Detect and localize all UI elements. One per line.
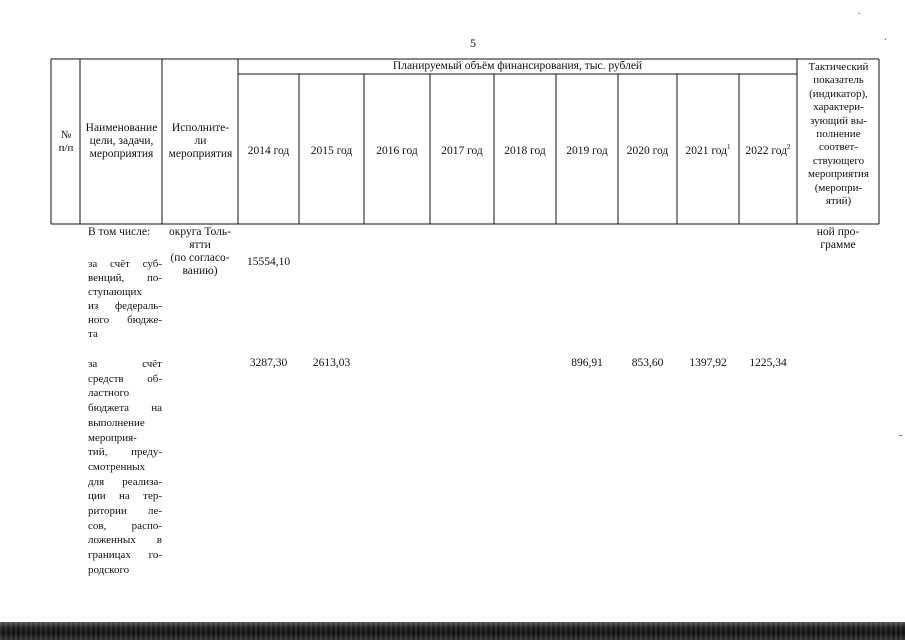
year-2018: 2018 год — [504, 144, 546, 157]
year-2022: 2022 год$^2$ — [745, 143, 791, 157]
in-that-label: В том числе: — [88, 226, 151, 238]
row2-value-2019: 896,91 — [571, 357, 603, 369]
scan-speck: . — [884, 32, 887, 43]
row2-value-2022: 1225,34 — [749, 357, 787, 369]
year-2019: 2019 год — [566, 144, 608, 157]
header-name: Наименование цели, задачи, мероприятия — [85, 122, 158, 160]
indicator-continued: ной про- грамме — [816, 226, 860, 251]
header-funding-group: Планируемый объём финансирования, тыс. рублей — [392, 60, 643, 72]
header-number: № п/п — [58, 129, 74, 154]
header-executor: Исполните- ли мероприятия — [168, 122, 233, 160]
year-2016: 2016 год — [376, 144, 418, 157]
executor-continued: округа Толь- ятти (по согласо- ванию) — [169, 226, 231, 277]
year-2014: 2014 год — [247, 144, 290, 157]
year-2015: 2015 год — [310, 144, 353, 157]
year-2021: 2021 год$^1$ — [685, 143, 731, 157]
scan-edge-bar — [0, 622, 905, 640]
row2-name: за счёт средств об- ластного бюджета на выполнение мероприя- тий, преду- смотренных для реализа- ции на тер- ритории ле- сов, распо- ложенных в границах го- родского — [88, 358, 162, 576]
year-2017: 2017 год — [441, 144, 483, 157]
row1-value-2014: 15554,10 — [246, 256, 291, 268]
row1-name: за счёт суб- венций, по- ступающих из федераль- ного бюдже- та — [88, 258, 162, 340]
row2-value-2021: 1397,92 — [689, 357, 727, 369]
year-2020: 2020 год — [626, 144, 669, 157]
header-indicator: Тактический показатель (индикатор), характери- зующий вы- полнение соответ- ствующего мероприятия (меропри- ятий) — [808, 61, 869, 208]
row2-value-2015: 2613,03 — [312, 357, 351, 369]
scan-speck: - — [899, 430, 903, 441]
scan-speck: . — [858, 6, 861, 17]
page-number: 5 — [470, 36, 476, 50]
row2-value-2020: 853,60 — [631, 357, 664, 369]
row2-value-2014: 3287,30 — [249, 357, 288, 369]
